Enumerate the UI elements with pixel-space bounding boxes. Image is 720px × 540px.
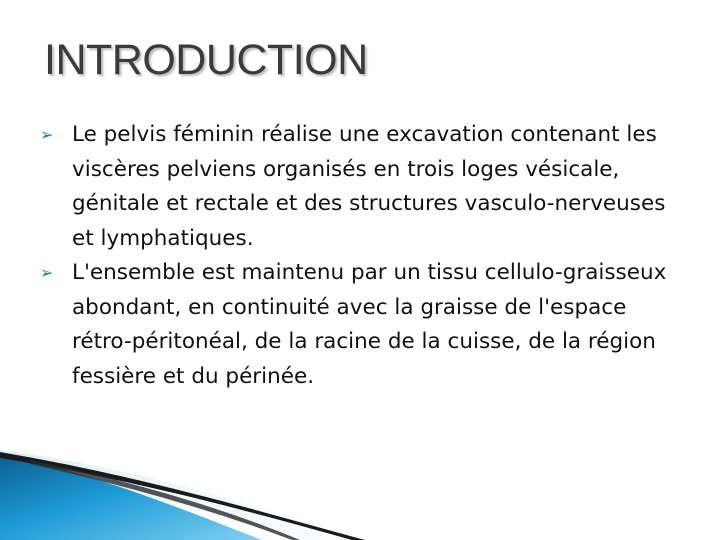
bullet-text: Le pelvis féminin réalise une excavation contenant les viscères pelviens organisés en trois loges vésicale, génitale et rectale et des structures vasculo-nerveuses et lymphatiques. <box>72 122 666 251</box>
bullet-item <box>40 256 690 394</box>
arrow-bullet-icon: ➢ <box>40 125 54 144</box>
bullet-list <box>40 118 690 394</box>
bullet-text: L'ensemble est maintenu par un tissu cellulo-graisseux abondant, en continuité avec la graisse de l'espace rétro-péritonéal, de la racine de la cuisse, de la région fessière et du périnée. <box>72 260 667 389</box>
bullet-item <box>40 118 690 256</box>
corner-swoosh-decoration <box>0 440 720 540</box>
slide-title: INTRODUCTION <box>44 36 368 84</box>
arrow-bullet-icon: ➢ <box>40 263 54 282</box>
